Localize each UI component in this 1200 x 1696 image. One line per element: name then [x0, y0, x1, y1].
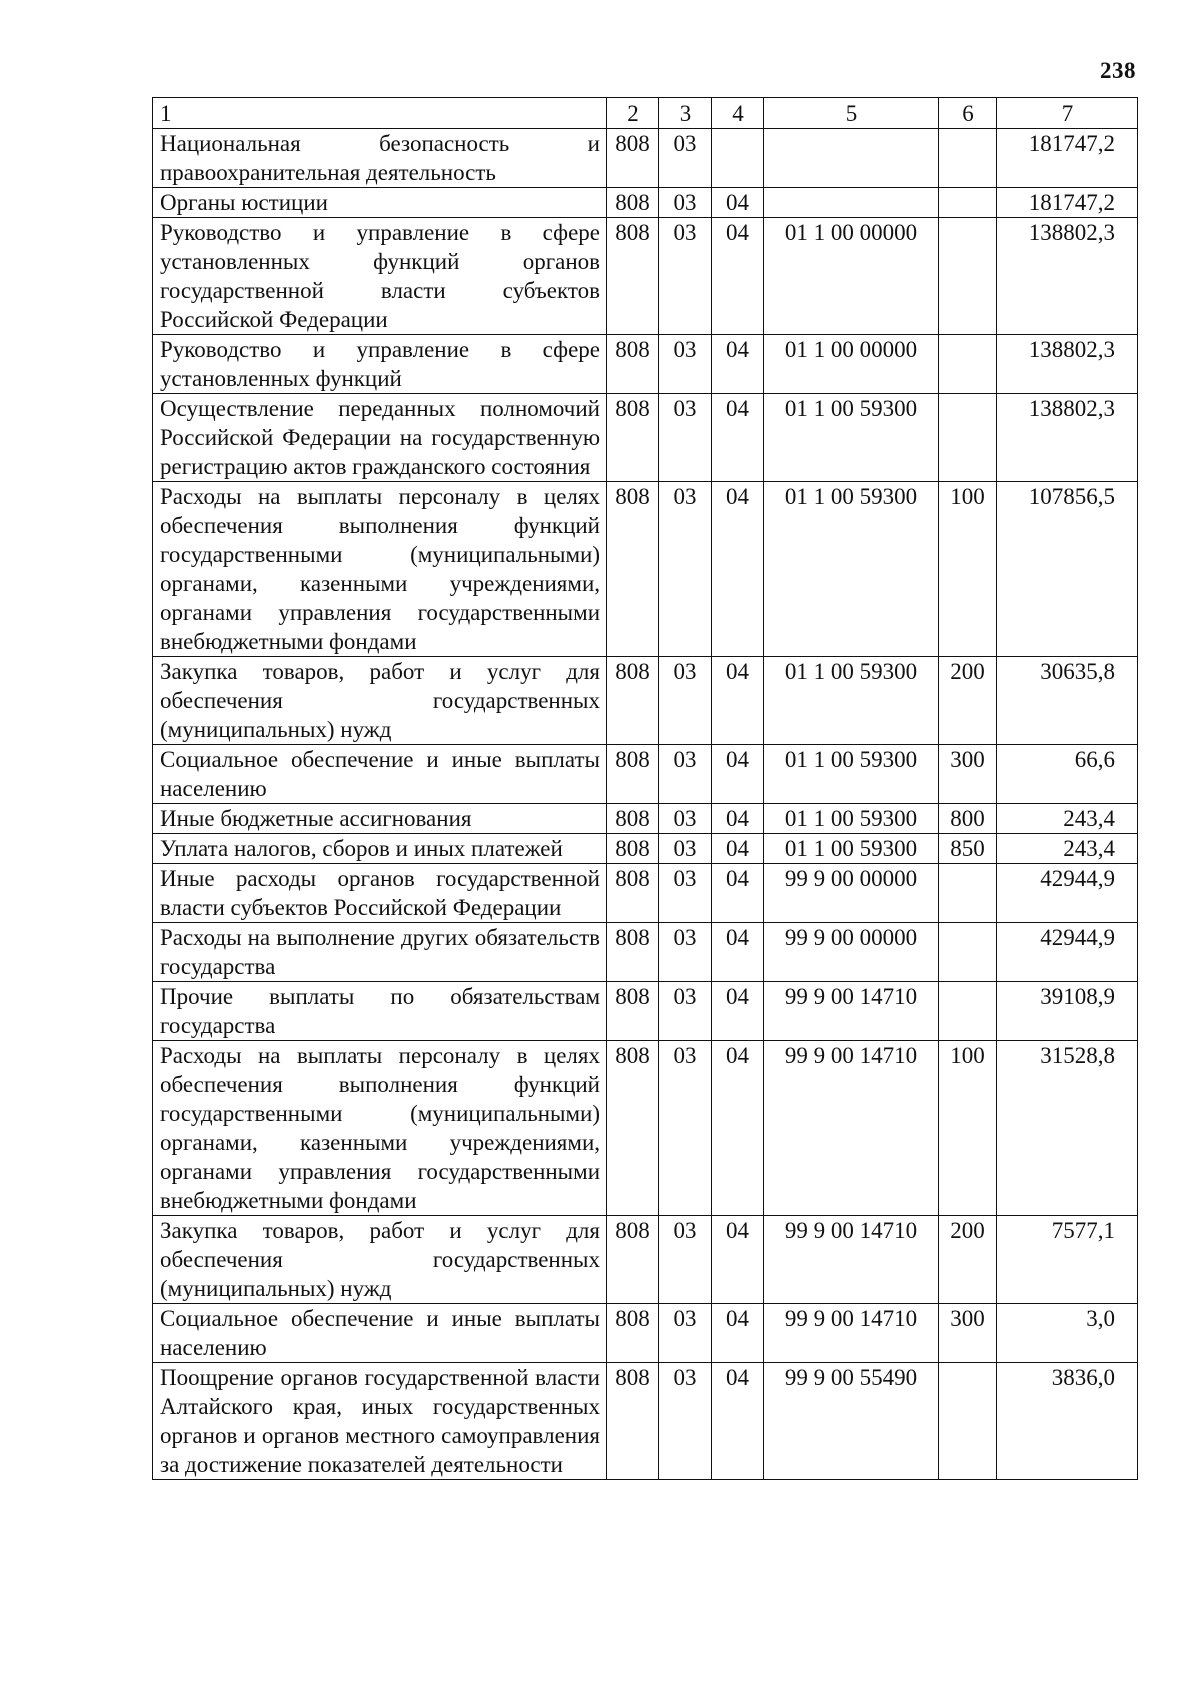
row-name-cell: Закупка товаров, работ и услуг для обеспечения государственных (муниципальных) нужд [153, 657, 607, 745]
target-item-code-cell: 01 1 00 59300 [764, 657, 939, 745]
target-item-code-cell: 01 1 00 59300 [764, 834, 939, 864]
target-item-code-cell: 01 1 00 59300 [764, 482, 939, 657]
ministry-code-cell: 808 [607, 335, 659, 394]
row-name-cell: Уплата налогов, сборов и иных платежей [153, 834, 607, 864]
section-code-cell: 03 [659, 1216, 712, 1304]
ministry-code-cell: 808 [607, 218, 659, 335]
subsection-code-cell: 04 [712, 834, 764, 864]
amount-cell: 181747,2 [997, 188, 1138, 218]
expense-type-code-cell: 200 [939, 1216, 997, 1304]
subsection-code-cell: 04 [712, 335, 764, 394]
ministry-code-cell: 808 [607, 1041, 659, 1216]
target-item-code-cell [764, 188, 939, 218]
expense-type-code-cell: 100 [939, 482, 997, 657]
subsection-code-cell: 04 [712, 804, 764, 834]
ministry-code-cell: 808 [607, 129, 659, 188]
row-name-cell: Расходы на выплаты персоналу в целях обеспечения выполнения функций государственными (муниципальными) органами, казенными учреждениями, органами управления государственными внебюджетными фондами [153, 482, 607, 657]
target-item-code-cell: 99 9 00 14710 [764, 1216, 939, 1304]
row-name-cell: Руководство и управление в сфере установленных функций органов государственной власти субъектов Российской Федерации [153, 218, 607, 335]
section-code-cell: 03 [659, 745, 712, 804]
subsection-code-cell: 04 [712, 394, 764, 482]
column-header: 1 [153, 98, 607, 129]
ministry-code-cell: 808 [607, 1363, 659, 1480]
amount-cell: 39108,9 [997, 982, 1138, 1041]
table-row [153, 864, 1138, 923]
section-code-cell: 03 [659, 657, 712, 745]
expense-type-code-cell [939, 129, 997, 188]
column-header: 5 [764, 98, 939, 129]
section-code-cell: 03 [659, 834, 712, 864]
section-code-cell: 03 [659, 188, 712, 218]
subsection-code-cell: 04 [712, 1041, 764, 1216]
expense-type-code-cell: 300 [939, 1304, 997, 1363]
ministry-code-cell: 808 [607, 745, 659, 804]
table-row [153, 982, 1138, 1041]
header-row [153, 98, 1138, 129]
expense-type-code-cell [939, 923, 997, 982]
row-name-cell: Расходы на выполнение других обязательств государства [153, 923, 607, 982]
target-item-code-cell: 99 9 00 55490 [764, 1363, 939, 1480]
amount-cell: 3836,0 [997, 1363, 1138, 1480]
budget-table [152, 97, 1138, 1480]
section-code-cell: 03 [659, 864, 712, 923]
section-code-cell: 03 [659, 1041, 712, 1216]
section-code-cell: 03 [659, 804, 712, 834]
table-row [153, 745, 1138, 804]
row-name-cell: Социальное обеспечение и иные выплаты населению [153, 1304, 607, 1363]
row-name-cell: Иные бюджетные ассигнования [153, 804, 607, 834]
section-code-cell: 03 [659, 129, 712, 188]
amount-cell: 42944,9 [997, 923, 1138, 982]
ministry-code-cell: 808 [607, 923, 659, 982]
ministry-code-cell: 808 [607, 1304, 659, 1363]
table-row [153, 834, 1138, 864]
table-row [153, 1363, 1138, 1480]
column-header: 2 [607, 98, 659, 129]
ministry-code-cell: 808 [607, 864, 659, 923]
table-row [153, 335, 1138, 394]
section-code-cell: 03 [659, 1304, 712, 1363]
row-name-cell: Органы юстиции [153, 188, 607, 218]
ministry-code-cell: 808 [607, 834, 659, 864]
ministry-code-cell: 808 [607, 657, 659, 745]
ministry-code-cell: 808 [607, 1216, 659, 1304]
target-item-code-cell: 01 1 00 00000 [764, 218, 939, 335]
expense-type-code-cell: 300 [939, 745, 997, 804]
amount-cell: 138802,3 [997, 218, 1138, 335]
amount-cell: 7577,1 [997, 1216, 1138, 1304]
table-row [153, 129, 1138, 188]
row-name-cell: Расходы на выплаты персоналу в целях обеспечения выполнения функций государственными (муниципальными) органами, казенными учреждениями, органами управления государственными внебюджетными фондами [153, 1041, 607, 1216]
section-code-cell: 03 [659, 218, 712, 335]
section-code-cell: 03 [659, 1363, 712, 1480]
subsection-code-cell [712, 129, 764, 188]
table-row [153, 1216, 1138, 1304]
target-item-code-cell: 99 9 00 14710 [764, 1304, 939, 1363]
expense-type-code-cell: 800 [939, 804, 997, 834]
target-item-code-cell: 01 1 00 59300 [764, 394, 939, 482]
column-header: 3 [659, 98, 712, 129]
table-row [153, 482, 1138, 657]
expense-type-code-cell [939, 335, 997, 394]
subsection-code-cell: 04 [712, 864, 764, 923]
section-code-cell: 03 [659, 982, 712, 1041]
section-code-cell: 03 [659, 335, 712, 394]
target-item-code-cell: 99 9 00 14710 [764, 982, 939, 1041]
column-header: 7 [997, 98, 1138, 129]
amount-cell: 107856,5 [997, 482, 1138, 657]
expense-type-code-cell: 100 [939, 1041, 997, 1216]
amount-cell: 66,6 [997, 745, 1138, 804]
row-name-cell: Социальное обеспечение и иные выплаты населению [153, 745, 607, 804]
table-row [153, 1041, 1138, 1216]
subsection-code-cell: 04 [712, 188, 764, 218]
target-item-code-cell: 99 9 00 14710 [764, 1041, 939, 1216]
table-row [153, 218, 1138, 335]
row-name-cell: Поощрение органов государственной власти Алтайского края, иных государственных органов и органов местного самоуправления за достижение показателей деятельности [153, 1363, 607, 1480]
subsection-code-cell: 04 [712, 482, 764, 657]
expense-type-code-cell [939, 982, 997, 1041]
expense-type-code-cell [939, 864, 997, 923]
amount-cell: 138802,3 [997, 335, 1138, 394]
expense-type-code-cell: 200 [939, 657, 997, 745]
amount-cell: 30635,8 [997, 657, 1138, 745]
subsection-code-cell: 04 [712, 1216, 764, 1304]
amount-cell: 3,0 [997, 1304, 1138, 1363]
section-code-cell: 03 [659, 923, 712, 982]
subsection-code-cell: 04 [712, 923, 764, 982]
table-row [153, 188, 1138, 218]
subsection-code-cell: 04 [712, 745, 764, 804]
row-name-cell: Прочие выплаты по обязательствам государства [153, 982, 607, 1041]
section-code-cell: 03 [659, 482, 712, 657]
table-row [153, 1304, 1138, 1363]
target-item-code-cell [764, 129, 939, 188]
expense-type-code-cell: 850 [939, 834, 997, 864]
target-item-code-cell: 01 1 00 00000 [764, 335, 939, 394]
column-header: 4 [712, 98, 764, 129]
row-name-cell: Национальная безопасность и правоохранительная деятельность [153, 129, 607, 188]
expense-type-code-cell [939, 1363, 997, 1480]
target-item-code-cell: 01 1 00 59300 [764, 804, 939, 834]
target-item-code-cell: 01 1 00 59300 [764, 745, 939, 804]
subsection-code-cell: 04 [712, 657, 764, 745]
ministry-code-cell: 808 [607, 188, 659, 218]
table-row [153, 657, 1138, 745]
amount-cell: 138802,3 [997, 394, 1138, 482]
row-name-cell: Осуществление переданных полномочий Российской Федерации на государственную регистрацию актов гражданского состояния [153, 394, 607, 482]
subsection-code-cell: 04 [712, 982, 764, 1041]
table-row [153, 804, 1138, 834]
ministry-code-cell: 808 [607, 982, 659, 1041]
table-row [153, 923, 1138, 982]
row-name-cell: Иные расходы органов государственной власти субъектов Российской Федерации [153, 864, 607, 923]
target-item-code-cell: 99 9 00 00000 [764, 923, 939, 982]
subsection-code-cell: 04 [712, 1363, 764, 1480]
ministry-code-cell: 808 [607, 804, 659, 834]
row-name-cell: Руководство и управление в сфере установленных функций [153, 335, 607, 394]
expense-type-code-cell [939, 394, 997, 482]
page-number: 238 [1100, 58, 1136, 83]
row-name-cell: Закупка товаров, работ и услуг для обеспечения государственных (муниципальных) нужд [153, 1216, 607, 1304]
target-item-code-cell: 99 9 00 00000 [764, 864, 939, 923]
subsection-code-cell: 04 [712, 218, 764, 335]
expense-type-code-cell [939, 218, 997, 335]
amount-cell: 181747,2 [997, 129, 1138, 188]
ministry-code-cell: 808 [607, 394, 659, 482]
table-row [153, 394, 1138, 482]
expense-type-code-cell [939, 188, 997, 218]
section-code-cell: 03 [659, 394, 712, 482]
ministry-code-cell: 808 [607, 482, 659, 657]
amount-cell: 243,4 [997, 804, 1138, 834]
amount-cell: 42944,9 [997, 864, 1138, 923]
subsection-code-cell: 04 [712, 1304, 764, 1363]
amount-cell: 243,4 [997, 834, 1138, 864]
amount-cell: 31528,8 [997, 1041, 1138, 1216]
column-header: 6 [939, 98, 997, 129]
